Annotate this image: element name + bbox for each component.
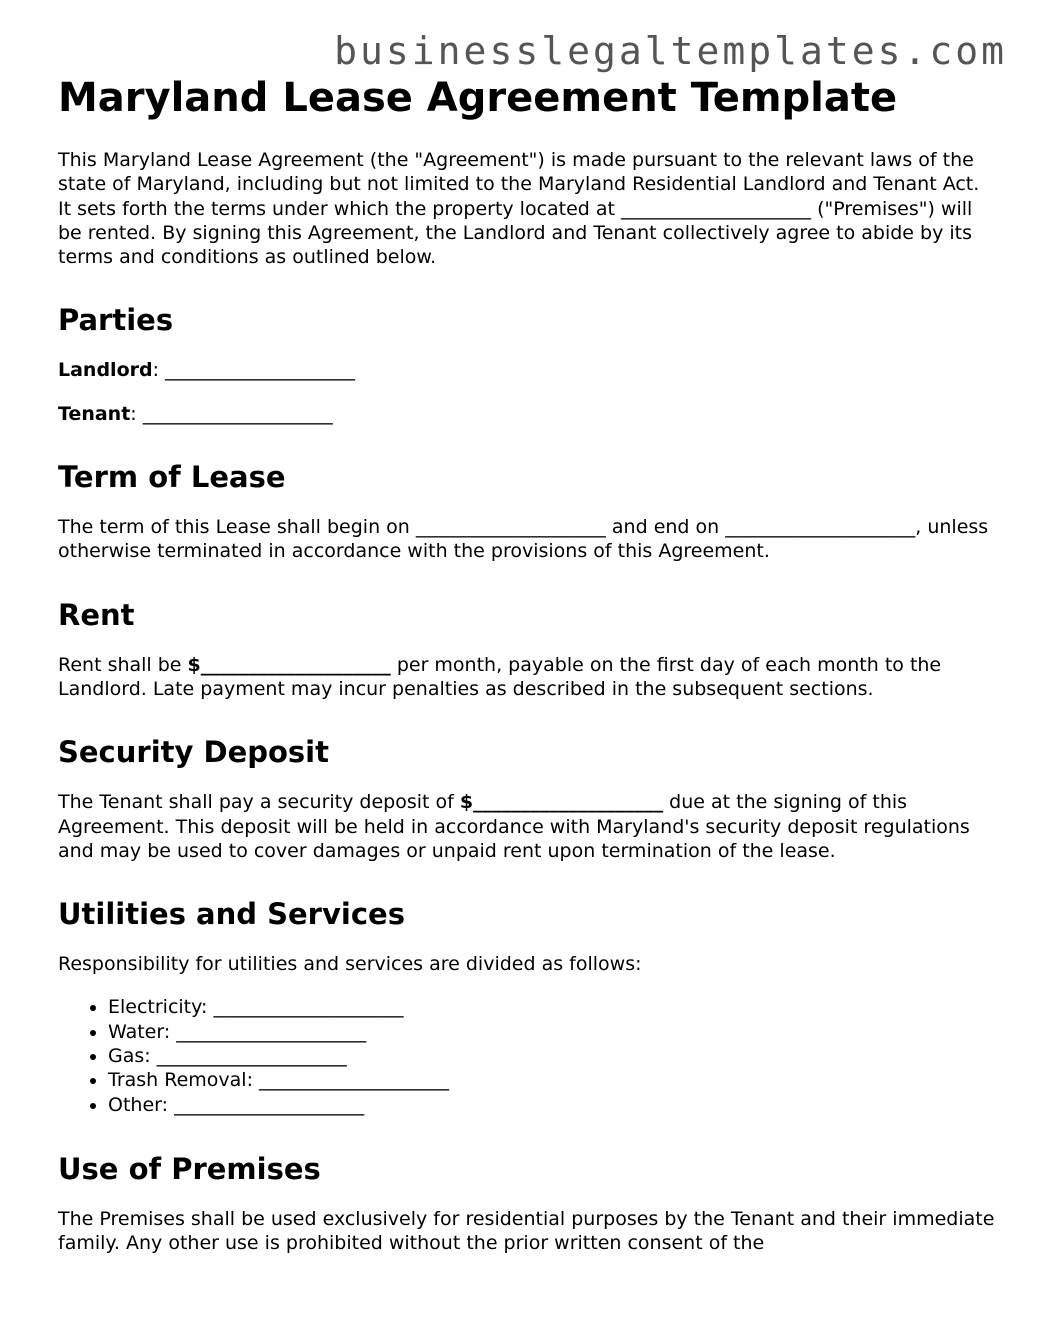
deposit-amount-blank: $____________________ [459,791,664,814]
term-text-1: The term of this Lease shall begin on [58,516,416,539]
landlord-blank: ____________________ [165,359,356,382]
rent-amount-blank: $____________________ [187,653,391,676]
list-item [108,1020,998,1044]
utility-blank: ____________________ [259,1069,450,1092]
term-text-3: , unless otherwise terminated in accordance with the provisions of this Agreement. [58,516,989,563]
parties-heading: Parties [58,303,174,338]
utilities-heading: Utilities and Services [58,897,405,932]
utility-label: Trash Removal: [108,1069,260,1092]
document-page [58,74,998,1289]
utility-label: Water: [108,1020,177,1043]
utility-label: Other: [108,1093,175,1116]
rent-paragraph [58,653,998,702]
watermark: businesslegaltemplates.com [334,29,1007,73]
term-paragraph [58,515,998,564]
utility-blank: ____________________ [174,1093,365,1116]
deposit-heading: Security Deposit [58,735,329,770]
premises-blank: ____________________ [621,197,812,220]
list-item [108,1044,998,1068]
utility-blank: ____________________ [156,1045,347,1068]
intro-paragraph [58,148,998,269]
landlord-field: Landlord: ____________________ [58,359,356,382]
utility-blank: ____________________ [176,1020,367,1043]
rent-text-2: per month, payable on the first day of each month to the Landlord. Late payment may incur penalties as described in the subsequent sections. [58,653,942,700]
use-heading: Use of Premises [58,1151,321,1186]
utility-blank: ____________________ [213,996,404,1019]
tenant-blank: ____________________ [142,402,333,425]
intro-text-2: ("Premises") will be rented. By signing this Agreement, the Landlord and Tenant collectively agree to abide by its terms and conditions as outlined below. [58,197,973,269]
start-date-blank: ____________________ [415,516,606,539]
utilities-list [58,995,998,1116]
term-heading: Term of Lease [58,460,286,495]
rent-heading: Rent [58,597,135,632]
list-item [108,1093,998,1117]
list-item [108,995,998,1019]
deposit-text-2: due at the signing of this Agreement. This deposit will be held in accordance with Maryland's security deposit regulations and may be used to cover damages or unpaid rent upon termination of the lease. [58,791,970,862]
intro-text-1: This Maryland Lease Agreement (the "Agreement") is made pursuant to the relevant laws of the state of Maryland, including but not limited to the Maryland Residential Landlord and Tenant Act. It sets forth the terms under which the property located at [58,149,980,220]
utility-label: Electricity: [108,996,214,1019]
deposit-paragraph [58,790,998,863]
use-paragraph: The Premises shall be used exclusively for residential purposes by the Tenant and their immediate family. Any other use is prohibited without the prior written consent of the [58,1207,995,1255]
term-text-2: and end on [605,516,726,539]
end-date-blank: ____________________ [725,516,916,539]
tenant-label: Tenant [58,402,131,425]
list-item [108,1068,998,1092]
rent-text-1: Rent shall be [58,653,188,676]
document-title: Maryland Lease Agreement Template [58,75,898,121]
landlord-label: Landlord [58,359,153,382]
utilities-intro: Responsibility for utilities and services are divided as follows: [58,953,642,976]
utility-label: Gas: [108,1045,157,1068]
tenant-field: Tenant: ____________________ [58,402,333,425]
deposit-text-1: The Tenant shall pay a security deposit of [58,791,460,814]
